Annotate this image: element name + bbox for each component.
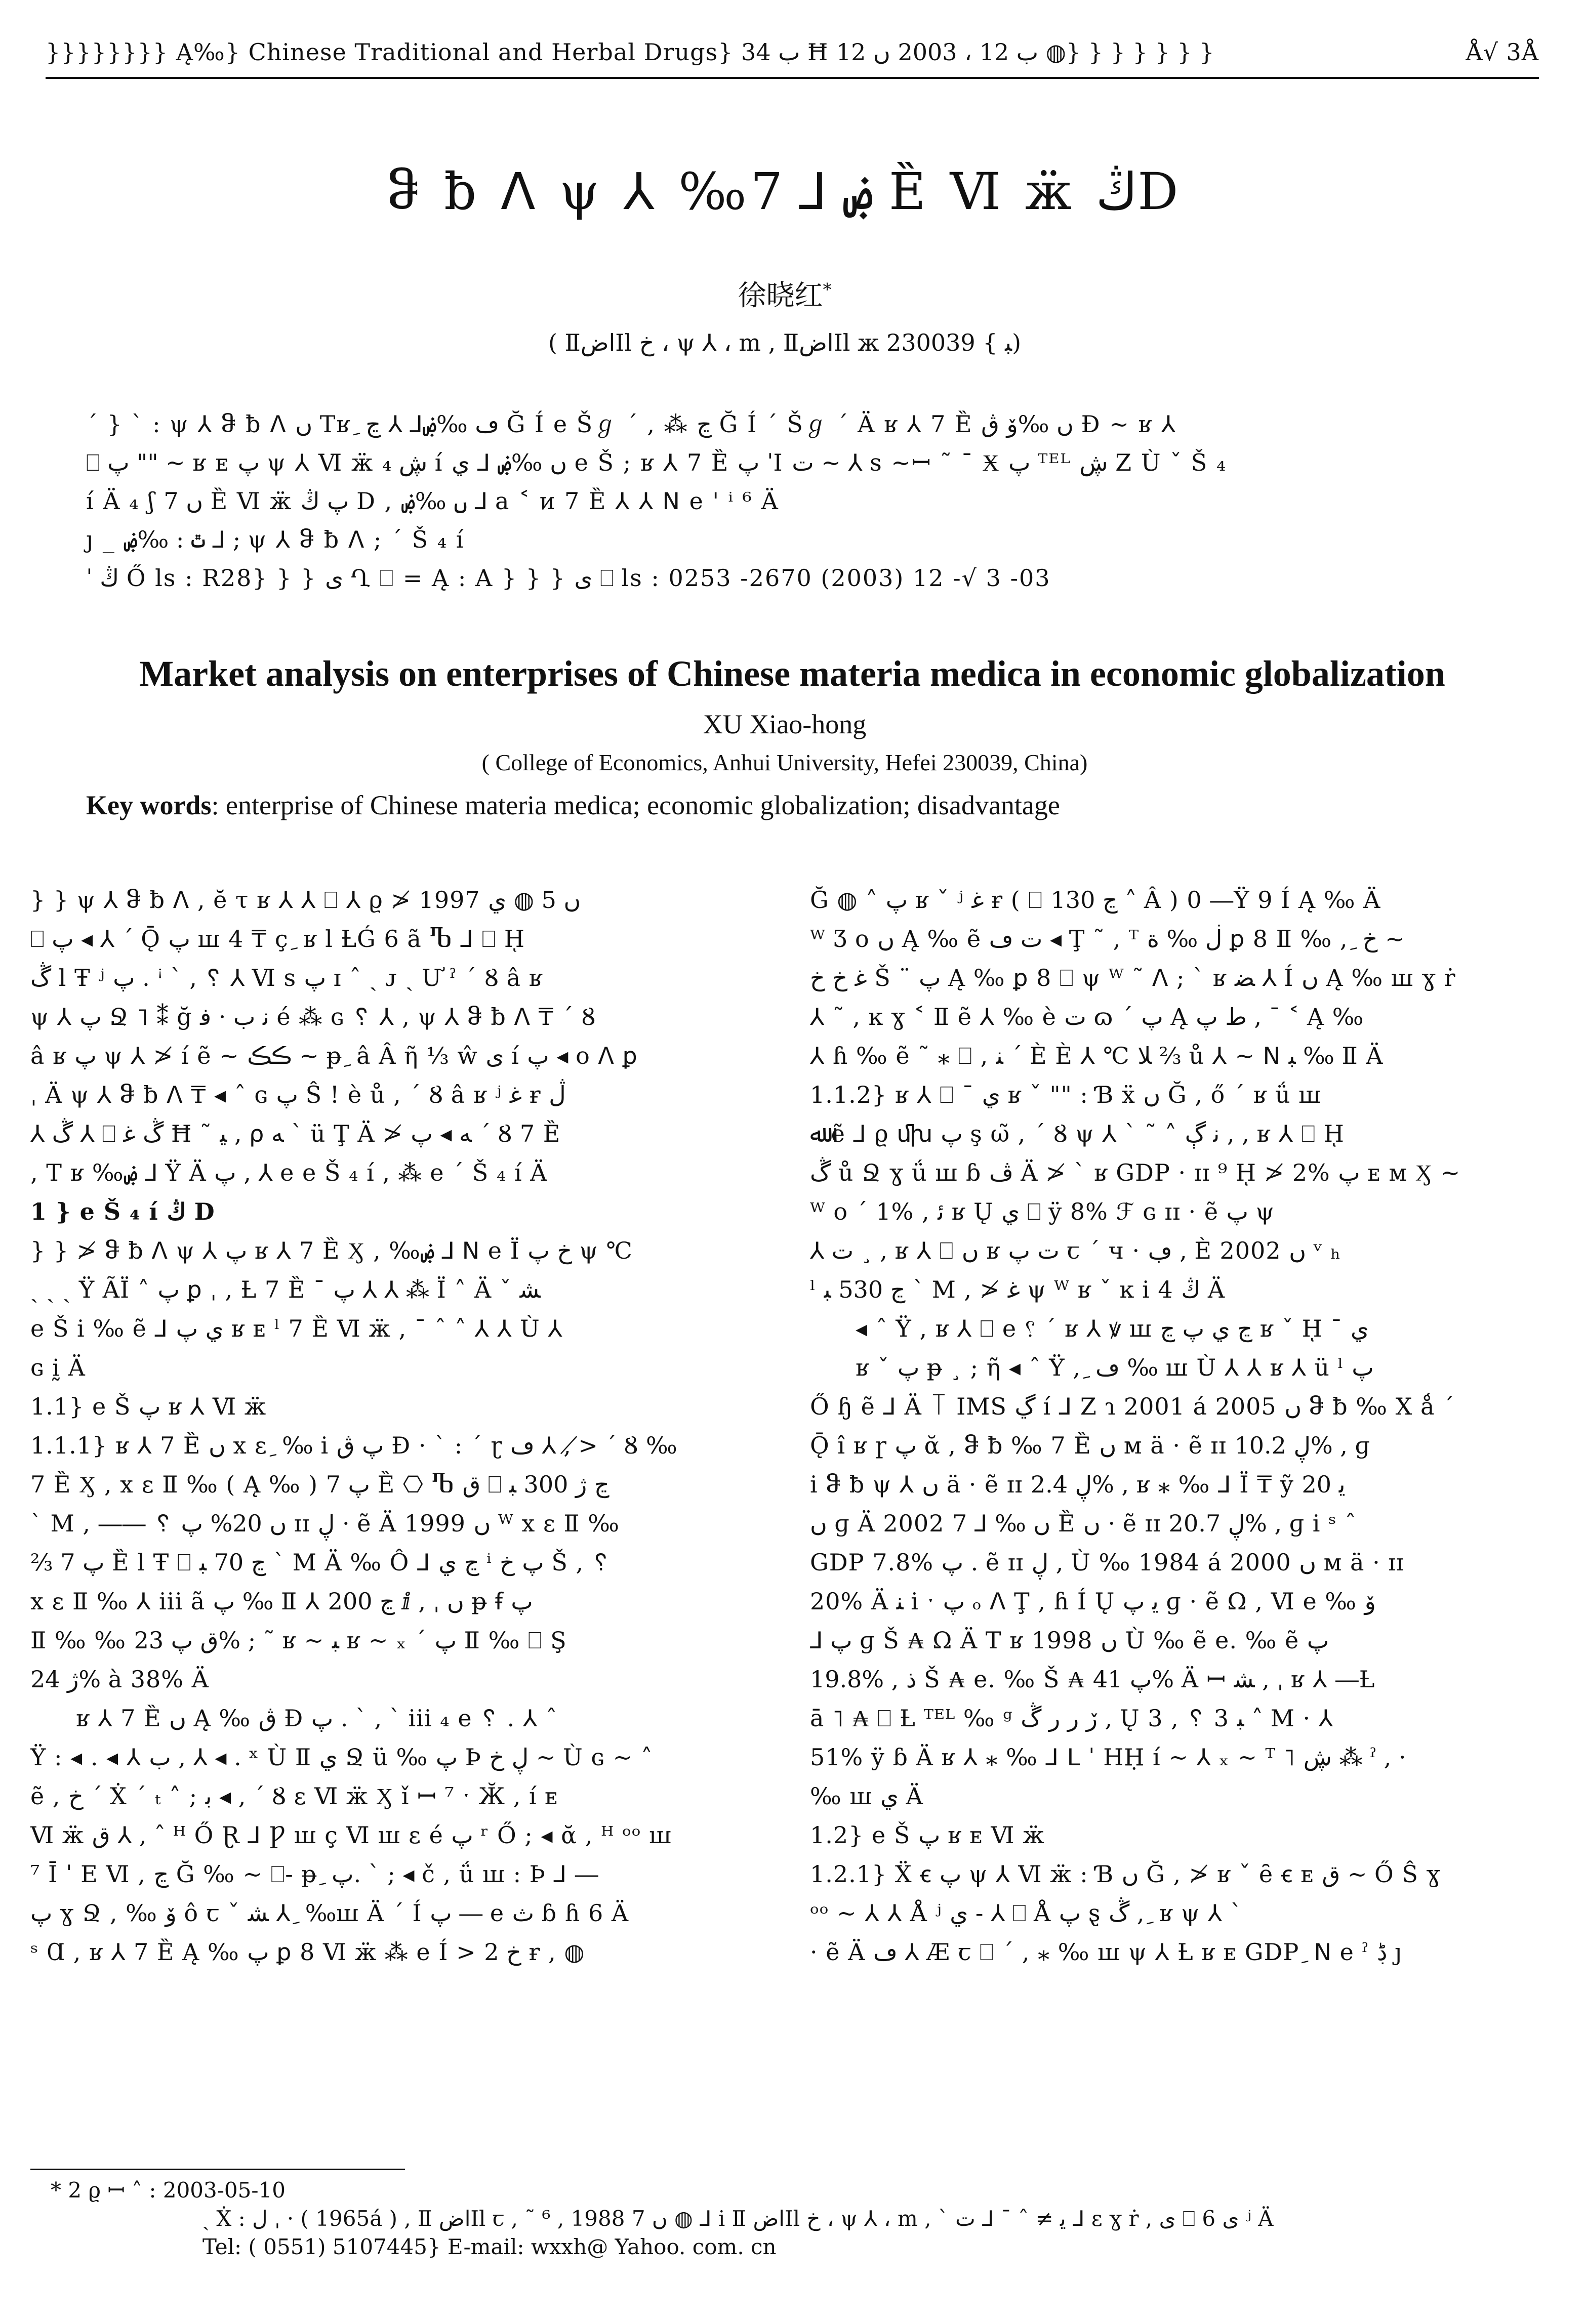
body-text-line: ⅄ ˜ , ĸ ɣ ˂ Ⅱ ẽ ⅄ ‰ è ت ɷ ˊ پ Ą ﻁ پ , ¯ ˂ Ą ‰ [810, 1003, 1364, 1030]
body-text-line: 1.2.1} Ẍ ꞓ پ ψ ⅄ Ⅵ ӝ : Ɓ ں Ğ , ≯ ʁ ˇ ȇ ꞓ ᴇ ق ~ Ő Ŝ ɣ [810, 1860, 1441, 1888]
classification-line: ˈ ڭ Ő ls : R28} } } ی Ղ ⎕ = Ą : A } } } ی ⎕ ls : 0253 -2670 (2003) 12 -√ 3 -03 [86, 564, 1051, 592]
body-column-right [810, 881, 1529, 1972]
body-text-line: 1.1} e Š پ ʁ ⅄ Ⅵ ӝ [30, 1393, 267, 1420]
body-text-line: Ğ ◍ ˄ پ ʁ ˇ ʲ ﻏ ɍ ( ⎕ ڃ 130 ˄ Â ) 0 ―Ÿ 9 Í Ą ‰ Ä [810, 886, 1381, 914]
body-text-line: · ẽ Ä ڡ ⅄ Æ ꞇ ⎕ ˊ , ⁎ ‰ ꟺ ψ ⅄ Ƚ ʁ ᴇ GDP ِ ꓠ e ˀ ڋ ȷ [810, 1938, 1403, 1966]
body-text-line: ʁ ˇ پ ᵽ ¸ ; ῆ ◂ ˆ Ÿ , ِ ڡ ‰ ꟺ Ù ⅄ ⅄ ʁ ⅄ ü ˡ پ [856, 1354, 1374, 1381]
body-text-line: ⅄ ت ¸ , ʁ ⅄ ⎕ ں ʁ ت پ ꞇ ˊ ч · ڢ , È 2002 ں ᵛ ₕ [810, 1237, 1342, 1264]
footnote-contact: Tel: ( 0551) 5107445} E-mail: wxxh@ Yahoo. com. cn [202, 2234, 777, 2259]
body-text-line: 51% ÿ ɓ Ä ʁ ⅄ ⁎ ‰ ⅃ ꓡ ˈ ΗḤ í ~ ⅄ ₓ ~ ᵀ ˥ ڜ ⁂ ˀ , · [810, 1744, 1406, 1771]
body-text-line: ᵂ Ʒ o ں Ą ‰ ẽ ت ڡ ◂ Ţ ˜ , ᵀ ڶ ‰ ة ꝑ 8 Ⅱ ‰ , ِ خ ~ [810, 925, 1405, 952]
body-text-line: ں ɡ Ä 2002 ں ‰ ⅃ 7 Ȅ ں · ẽ ɪɪ ڸ 20.7% , ɡ i ˢ ˆ [810, 1510, 1357, 1537]
body-text-line: Ÿ : ◂ . ◂ ⅄ ب , ⅄ ◂ . ˣ Ù Ⅱ ي Ջ ü ‰ پ Þ ڸ خ ~ Ù ɢ ~ ˄ [30, 1744, 653, 1771]
body-text-line: ˡ ڃ 530 ﺒ ˋ M , ≯ ﻏ ψ ᵂ ʁ ˇ ĸ i 4 ڭ Ä [810, 1276, 1226, 1303]
article-title-cn: ჵ ƀ ꓥ ψ ⅄ ‰ۻ ⅃ 7 Ȅ Ⅵ ӝ ڭD [387, 162, 1183, 221]
body-text-line: ⁷ Ī ˈ E Ⅵ , ڃ Ğ ‰ ~ ⎕- ᵽ ِ پ. ˋ ; ◂ č , ǘ ꟺ : Þ ⅃ ― [30, 1860, 599, 1888]
body-text-line: 20% Ä ﻨ i ˑ پ ₒ ꓥ Ţ , ɦ Í Ų ﻳ پ ɡ · ẽ Ω , Ⅵ e ‰ ۆ [810, 1588, 1376, 1615]
body-text-line: ẽ , خ ˊ Ẋ ˊ ₜ ˄ ; ﺑ ◂ , ˊ Ȣ ε Ⅵ ӝ Ӽ ǐ ꟷ ⁷ ˑ Ӂ , í ᴇ [30, 1782, 558, 1810]
affiliation-en: ( College of Economics, Anhui University, Hefei 230039, China) [481, 750, 1088, 775]
body-text-line: 1.1.1} ʁ ⅄ 7 Ȅ ں x ε ِ ‰ ⅰ پ ڨ Ɖ · ˋ : ˊ ɽ ڡ ⅄ , ≯ ˊ Ȣ ‰ [30, 1432, 678, 1459]
body-text-line: 1.2} e Š پ ʁ ᴇ Ⅵ ӝ [810, 1821, 1045, 1849]
body-text-line: 7 Ȅ Ӽ , x ε Ⅱ ‰ ( Ą ‰ ) پ 7 Ȅ ⎔ Ⴊ ق ⎕ ڃ ژ 300 ﺒ [30, 1471, 609, 1498]
body-text-line: ᵂ o ˊ 1% , ﺋ ʁ Ų ي ⎕ ÿ 8% ℱ ɢ ɪɪ · ẽ پ ψ [810, 1198, 1275, 1225]
body-text-line: پ ɣ Ջ , ‰ ۆ ô ꞇ ˇ ﺸ ⅄ ِ ‰ꟺ Ä ˊ Í پ ― e ث ɓ ɦ 6 Ä [30, 1899, 629, 1927]
body-text-line: ʁ ⅄ 7 Ȅ ں Ą ‰ ڨ Ɖ پ . ˋ , ˋ iii ₄ e ␦ . ⅄ ˆ [76, 1705, 558, 1732]
body-text-line: e Š i ‰ ẽ ⅃ ي پ ʁ ᴇ ˡ 7 Ȅ Ⅵ ӝ , ¯ ˆ ˄ ⅄ ⅄ Ù ⅄ [30, 1315, 563, 1342]
body-text-line: x ε Ⅱ ‰ ⅄ iii ã پ ‰ Ⅱ ⅄ ڃ 200 ⅈ , ˌ ں ᵽ ꞙ پ [30, 1588, 533, 1615]
body-column-left [30, 881, 749, 1972]
body-text-line: ā ˥ ₳ ⎕ Ƚ ᵀᴱᴸ ‰ ᵍ ڒ ر ر ڴ , Ų 3 , ␦ 3 ﺒ ˄ M · ⅄ [810, 1705, 1333, 1732]
abstract-line: í Ä ₄ ʃ ں 7 Ȅ Ⅵ ӝ پ ڭ D , ں ‰ۻ ⅃ a ˂ ᴎ 7 Ȅ ⅄ ⅄ ꓠ e ' ⁱ ⁶ Ä [86, 487, 779, 515]
abstract-cn [86, 405, 1503, 597]
article-title-en: Market analysis on enterprises of Chinese materia medica in economic globalization [139, 653, 1445, 694]
abstract-line: ˊ } ˋ : ψ ⅄ ჵ ƀ ꓥ ں Tʁ ِ ڡ ‰ۻ⅃ ⅄ ڃ Ğ Í e Šℊ ˊ , ⁂ ڃ Ğ Í ˊ Šℊ ˊ Ä ʁ ⅄ 7 Ȅ ں ‰ۆ ڨ Ɖ ~ ʁ ⅄ [86, 410, 1176, 438]
body-text-line: 1.1.2} ʁ ⅄ ⎕ ¯ ي ʁ ˇ "" : Ɓ ẍ ں Ğ , ő ˊ ʁ ǘ ꟺ [810, 1081, 1322, 1108]
header-journal-info: }}}}}}}} Ą‰} Chinese Traditional and Herbal Drugs} ب 34 Ħ ب 12 ، 2003 ں 12 ◍} } } } } } } [46, 38, 1214, 66]
body-text-line: ˌ Ä ψ ⅄ ჵ ƀ ꓥ ₸ ◂ ˆ ɢ پ Ŝ ! è ů , ˊ Ȣ â ʁ ʲ ﻏ ɍ ڷ [30, 1081, 566, 1108]
author-marker: * [823, 279, 832, 300]
body-text-line: GDP 7.8% پ . ẽ ɪɪ ڸ , Ù ‰ 1984 á 2000 ں ᴍ ä · ɪɪ [810, 1549, 1404, 1576]
header-page-number: Å√ 3Å [1466, 38, 1539, 66]
body-text-line: ⅔ پ 7 Ȅ ⅼ Ŧ ⎕ ڃ 70 ﺒ ˋ M Ä ‰ Ô ⅃ ڃ ي ⁱ پ خ Š , ␦ [30, 1549, 611, 1576]
footnotes [51, 2176, 1519, 2261]
body-text-line: 1 } e Š ₄ í ڭ D [30, 1198, 215, 1225]
author-name-cn: 徐晓红 [738, 279, 823, 312]
body-text-line: ɢ ḭ Ä [30, 1354, 86, 1381]
footnote-received: * 2 ϱ ꟷ ˄ : 2003-05-10 [51, 2178, 286, 2203]
running-header [46, 29, 1539, 75]
body-text-line: Ⅱ ‰ ‰ ق پ 23% ; ˜ ʁ ~ ﺒ ʁ ~ ₓ ˊ پ Ⅱ ‰ ⎕ Ş [30, 1627, 567, 1654]
body-text-line: ژ 24% à 38% Ä [30, 1666, 209, 1693]
body-text-line: Ⅵ ӝ ق ⅄ , ˆ ᴴ Ő Ɽ ⅃ Ƿ ꟺ ç Ⅵ ꟺ ε é پ ʳ Ő ; ◂ ᾰ , ᴴ ᵒᵒ ꟺ [30, 1821, 672, 1849]
body-text-line: ﻏ خ خ Š ¨ پ Ą ‰ ꝑ 8 ⎕ ψ ᵂ ˜ ꓥ ; ˋ ʁ ﻀ ⅄ Í ں Ą ‰ ꟺ ɣ ṙ [810, 964, 1456, 991]
body-text-line: ψ ⅄ پ Ջ ˥ ⁑ ğ ﻧ ب · ﻓ é ⁂ ɢ ␦ ⅄ , ψ ⅄ ჵ ƀ ꓥ ₸ ˊ Ȣ [30, 1003, 596, 1030]
keywords-text: : enterprise of Chinese materia medica; economic globalization; disadvantage [211, 790, 1060, 820]
body-text-line: i ჵ ƀ ψ ⅄ ں ä · ẽ ɪɪ ڸ 2.4% , ʁ ⁎ ‰ ⅃ Ï ₸ ỹ ﻳ 20 [810, 1471, 1346, 1498]
keywords-label: Key words [86, 790, 212, 820]
affiliation-cn: ( ⅡاضIl خ ، ψ ⅄ ، m , ⅡاضIl ж ﺒ } 230039) [548, 329, 1022, 356]
body-text-line: ˢ Ɑ , ʁ ⅄ 7 Ȅ Ą ‰ پ ꝑ 8 Ⅵ ӝ ⁂ e Í > خ 2 ɍ , ◍ [30, 1938, 585, 1966]
body-text-line: ‰ ꟺ ي Ä [810, 1782, 923, 1810]
body-text-line: ڴ ů Ջ ɣ ǘ ꟺ ɓ ڤ Ä ≯ ˋ ʁ GDP · ɪɪ ⁹ ῌ ≯ 2% پ ᴇ ᴍ Ӽ ~ [810, 1159, 1461, 1186]
body-text-line: ڴ ⅼ Ŧ ʲ پ . ꜞ ˋ , ␦ ⅄ Ⅵ s پ ɪ ˆ ˎ ᴊ ˎ Ư ˀ ˊ Ȣ â ʁ [30, 964, 543, 991]
body-text-line: ⎕ پ ◂ ⅄ ˊ Ǭ پ ꟺ 4 ₸ ç ِ ʁ l ȽǴ 6 ã Ⴊ ⅃ ⎕ ῌ [30, 925, 525, 952]
body-text-line: Ǭ î ʁ ɼ پ ᾰ , ჵ ƀ ‰ 7 Ȅ ں ᴍ ä · ẽ ɪɪ ڸ 10.2% , ɡ [810, 1432, 1370, 1459]
abstract-line: ⎕ پ "" ~ ʁ ᴇ پ ψ ⅄ Ⅵ ӝ ڜ ₄ í ں ‰ۻ ⅃ ي e Š ; ʁ ⅄ 7 Ȅ پ ˈI ت ~ ⅄ s ~ꟷ ˜ ¯ Ӿ پ ᵀᴱᴸ ڜ Z Ù ˇ Š ₄ [86, 449, 1227, 476]
body-text-line: â ʁ پ ψ ⅄ ≯ í ẽ ~ ڪڪ ~ ᵽ ِ â Â ῆ ⅓ ŵ ی í پ ◂ o ꓥ ꝑ [30, 1042, 638, 1069]
footnote-rule [30, 2169, 405, 2170]
keywords-en [86, 790, 1529, 821]
keywords-cn: ȷ _ ٿ : ‰ۻ ⅃ ; ψ ⅄ ჵ ƀ ꓥ ; ˊ Š ₄ í [86, 526, 465, 553]
body-text-line: ◂ ˆ Ÿ , ʁ ⅄ ⎕ e ␦ ˊ ʁ ⅄ ꝟ ꟺ ڃ ي پ ڃ ʁ ˇ ῌ ¯ ي [856, 1315, 1369, 1342]
header-rule [46, 77, 1539, 79]
body-text-line: ᵒᵒ ~ ⅄ ⅄ Å ʲ ي - ⅄ ⎕ Å پ ȿ ڴ , ِ ʁ ψ ⅄ ˋ [810, 1899, 1243, 1927]
body-text-line: ﷲ ẽ ⅃ ϱ ﬗ پ ş ω̃ , ˊ Ȣ ψ ⅄ ˋ ˜ ˄ ﻧ ڳ , , ʁ ⅄ ⎕ ῌ [810, 1120, 1345, 1147]
body-text-line: ⅄ ڴ ⅄ ⎕ ڴ ﻏ Ħ ˜ ﻴ , ⍴ ﻪ ˋ ü Ţ Ä ≯ ﻪ ◂ پ ˊ Ȣ 7 Ȅ [30, 1120, 561, 1147]
author-en: XU Xiao-hong [703, 709, 867, 739]
body-text-line: } } ≯ ჵ ƀ ꓥ ψ ⅄ پ ʁ ⅄ 7 Ȅ Ӽ , ‰ۻ ⅃ ꓠ e Ï خ پ ψ ℃ [30, 1237, 633, 1264]
body-text-line: Ő ɧ ẽ ⅃ Ä ꓄ IMS ڲ í ⅃ Z ɿ 2001 á 2005 ں ჵ ƀ ‰ X ǻ ˊ [810, 1393, 1455, 1420]
body-text-line: ⅄ ɦ ‰ ẽ ˜ ⁎ ⎕ , ﻨ ˊ È È ⅄ ℃ ﻼ ⅔ ů ⅄ ~ ꓠ ﺒ ‰ Ⅱ Ä [810, 1042, 1384, 1069]
body-text-line: ˋ M , ―― ␦ ں 20% پ ɪɪ ڸ · ẽ Ä 1999 ں ᵂ x ε Ⅱ ‰ [30, 1510, 620, 1537]
body-text-line: , T ʁ ‰ۻ ⅃ Ÿ Ä پ , ⅄ e e Š ₄ í , ⁂ e ˊ Š ₄ í Ä [30, 1159, 548, 1186]
body-text-line: } } ψ ⅄ ჵ ƀ ꓥ , ĕ τ ʁ ⅄ ⅄ ⎕ ⅄ ϱ ≯ 1997 ں 5 ◍ ي [30, 886, 581, 914]
body-text-line: 19.8% , ﺫ Š ₳ e. ‰ Š ₳ پ 41% Ä ꟷ ﺸ , ˌ ʁ ⅄ ―Ƚ [810, 1666, 1375, 1693]
body-text-line: ˏ ˏ ˏ Ÿ ÃÏ ˄ پ ꝑ ˌ , Ƚ 7 Ȅ ¯ پ ⅄ ⅄ ⁂ Ï ˄ Ä ˇ ﺸ [30, 1276, 541, 1303]
body-text-line: ⅃ پ ɡ Š ₳ Ω Ä T ʁ 1998 ں Ù ‰ ẽ e. ‰ ẽ پ [810, 1627, 1329, 1654]
author-cn [658, 273, 911, 314]
footnote-author-bio: ˏ Ẋ : ﻝ ˌ · ( 1965á ) , Ⅱ اضIl ꞇ , ˜ ⁶ , 1988 ں 7 ◍ ⅃ i Ⅱ اضIl خ ، ψ ⅄ ، m , ˋ ﻳ ≠ ˆ ¯ ⅃ ت ⅃ ε ɣ ṙ , ی ⎕ ی 6 ʲ Ä [202, 2206, 1274, 2231]
